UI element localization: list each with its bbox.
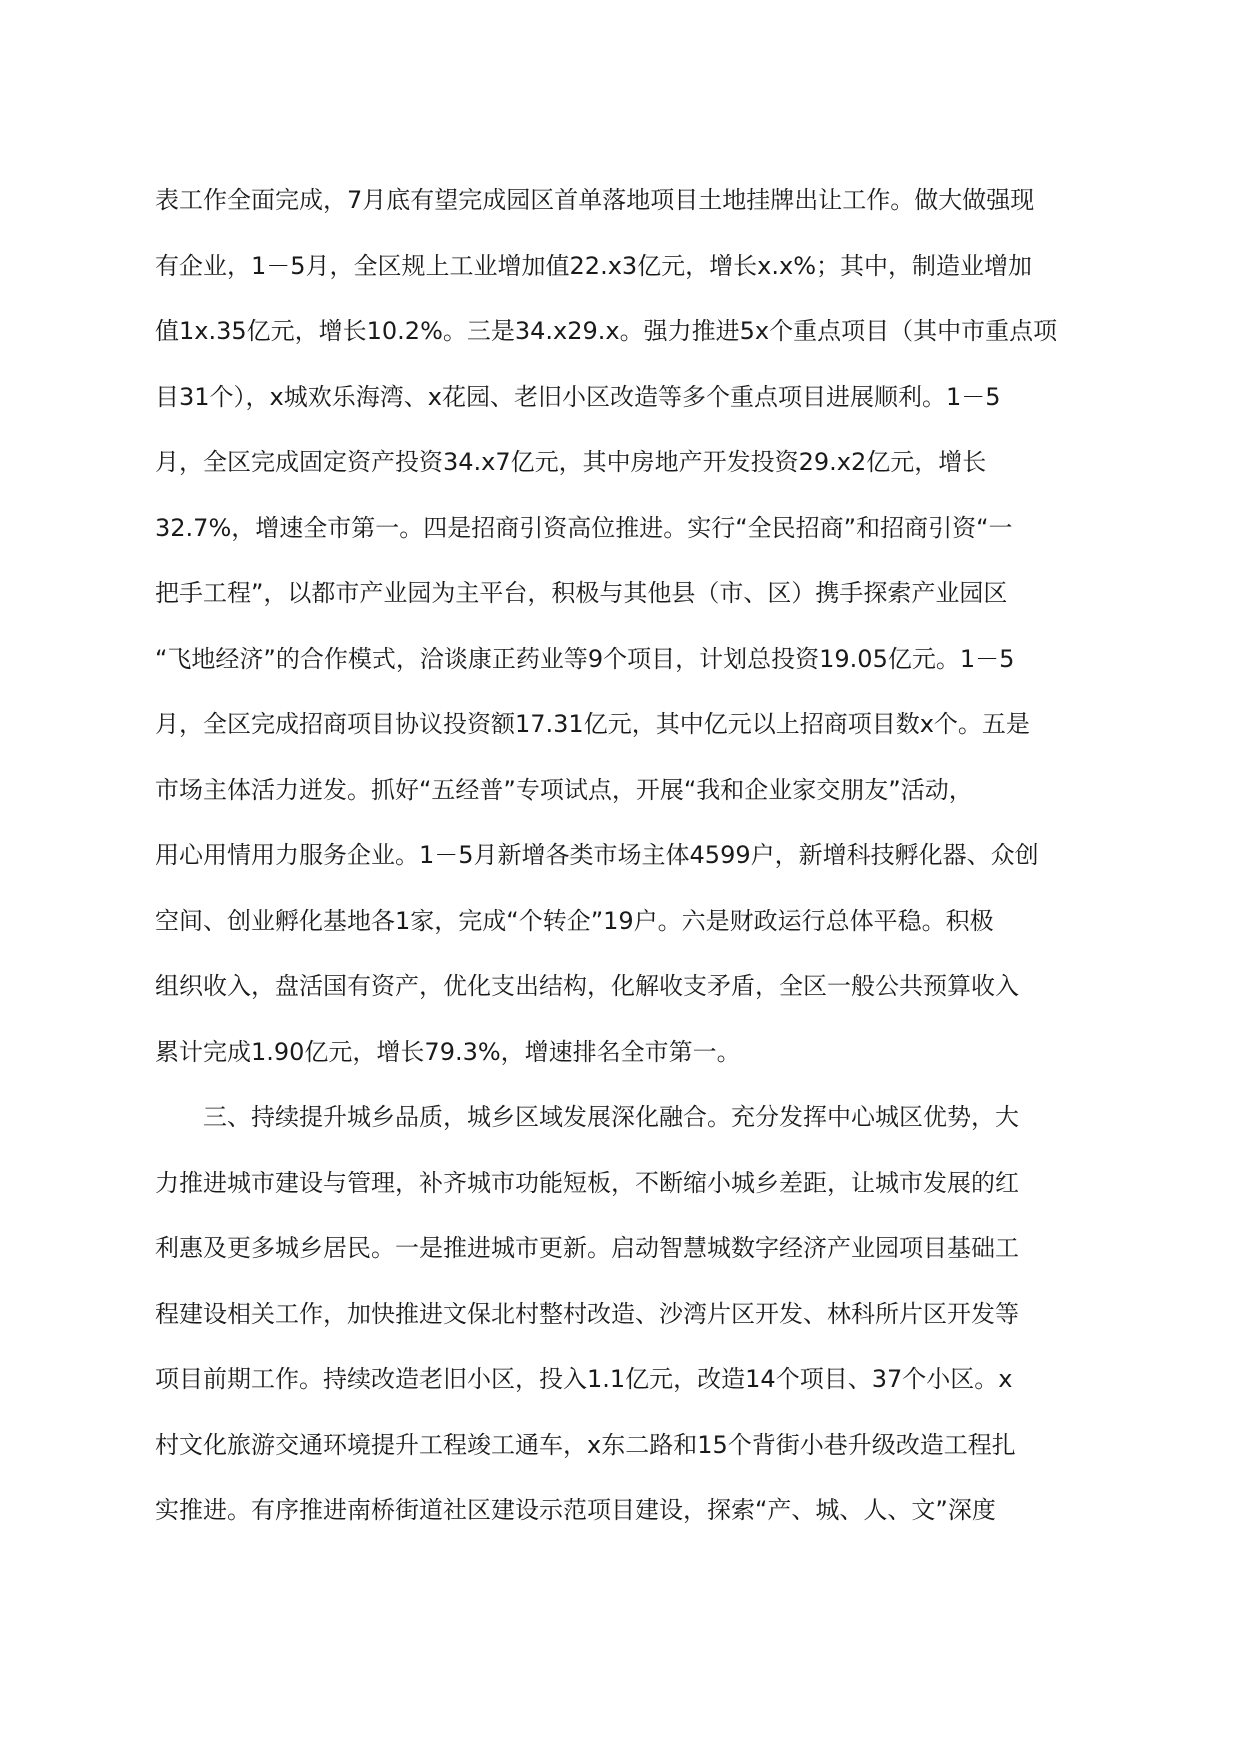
text-line: 累计完成1.90亿元，增长79.3%，增速排名全市第一。 [155, 1037, 741, 1066]
text-line: 把手工程”，以都市产业园为主平台，积极与其他县（市、区）携手探索产业园区 [155, 579, 1008, 607]
text-line: 月，全区完成固定资产投资34.x7亿元，其中房地产开发投资29.x2亿元，增长 [155, 448, 987, 476]
text-line: 空间、创业孵化基地各1家，完成“个转企”19户。六是财政运行总体平稳。积极 [155, 906, 994, 935]
text-line: 用心用情用力服务企业。1－5月新增各类市场主体4599户，新增科技孵化器、众创 [155, 841, 1039, 869]
text-line-indented: 三、持续提升城乡品质，城乡区域发展深化融合。充分发挥中心城区优势，大 [203, 1103, 1019, 1131]
text-line: 值1x.35亿元，增长10.2%。三是34.x29.x。强力推进5x个重点项目（其中市重点项 [155, 317, 1058, 345]
text-line: 实推进。有序推进南桥街道社区建设示范项目建设，探索“产、城、人、文”深度 [155, 1496, 996, 1524]
text-line: 有企业，1－5月，全区规上工业增加值22.x3亿元，增长x.x%；其中，制造业增加 [155, 251, 1033, 280]
text-line: 组织收入，盘活国有资产，优化支出结构，化解收支矛盾，全区一般公共预算收入 [155, 972, 1019, 1000]
text-line: “飞地经济”的合作模式，洽谈康正药业等9个项目，计划总投资19.05亿元。1－5 [155, 644, 1015, 673]
text-line: 力推进城市建设与管理，补齐城市功能短板，不断缩小城乡差距，让城市发展的红 [155, 1168, 1019, 1197]
text-line: 市场主体活力迸发。抓好“五经普”专项试点，开展“我和企业家交朋友”活动， [155, 775, 973, 804]
text-line: 项目前期工作。持续改造老旧小区，投入1.1亿元，改造14个项目、37个小区。x [155, 1365, 1013, 1393]
text-line: 32.7%，增速全市第一。四是招商引资高位推进。实行“全民招商”和招商引资“一 [155, 513, 1013, 542]
text-line: 程建设相关工作，加快推进文保北村整村改造、沙湾片区开发、林科所片区开发等 [155, 1299, 1019, 1328]
text-line: 表工作全面完成，7月底有望完成园区首单落地项目土地挂牌出让工作。做大做强现 [155, 186, 1035, 214]
text-line: 月，全区完成招商项目协议投资额17.31亿元，其中亿元以上招商项目数x个。五是 [155, 710, 1030, 738]
text-line: 目31个），x城欢乐海湾、x花园、老旧小区改造等多个重点项目进展顺利。1－5 [155, 382, 1001, 411]
paragraph-1 [155, 188, 1075, 1105]
paragraph-2 [155, 1105, 1075, 1564]
text-line: 利惠及更多城乡居民。一是推进城市更新。启动智慧城数字经济产业园项目基础工 [155, 1234, 1019, 1262]
text-line: 村文化旅游交通环境提升工程竣工通车，x东二路和15个背街小巷升级改造工程扎 [155, 1430, 1016, 1459]
